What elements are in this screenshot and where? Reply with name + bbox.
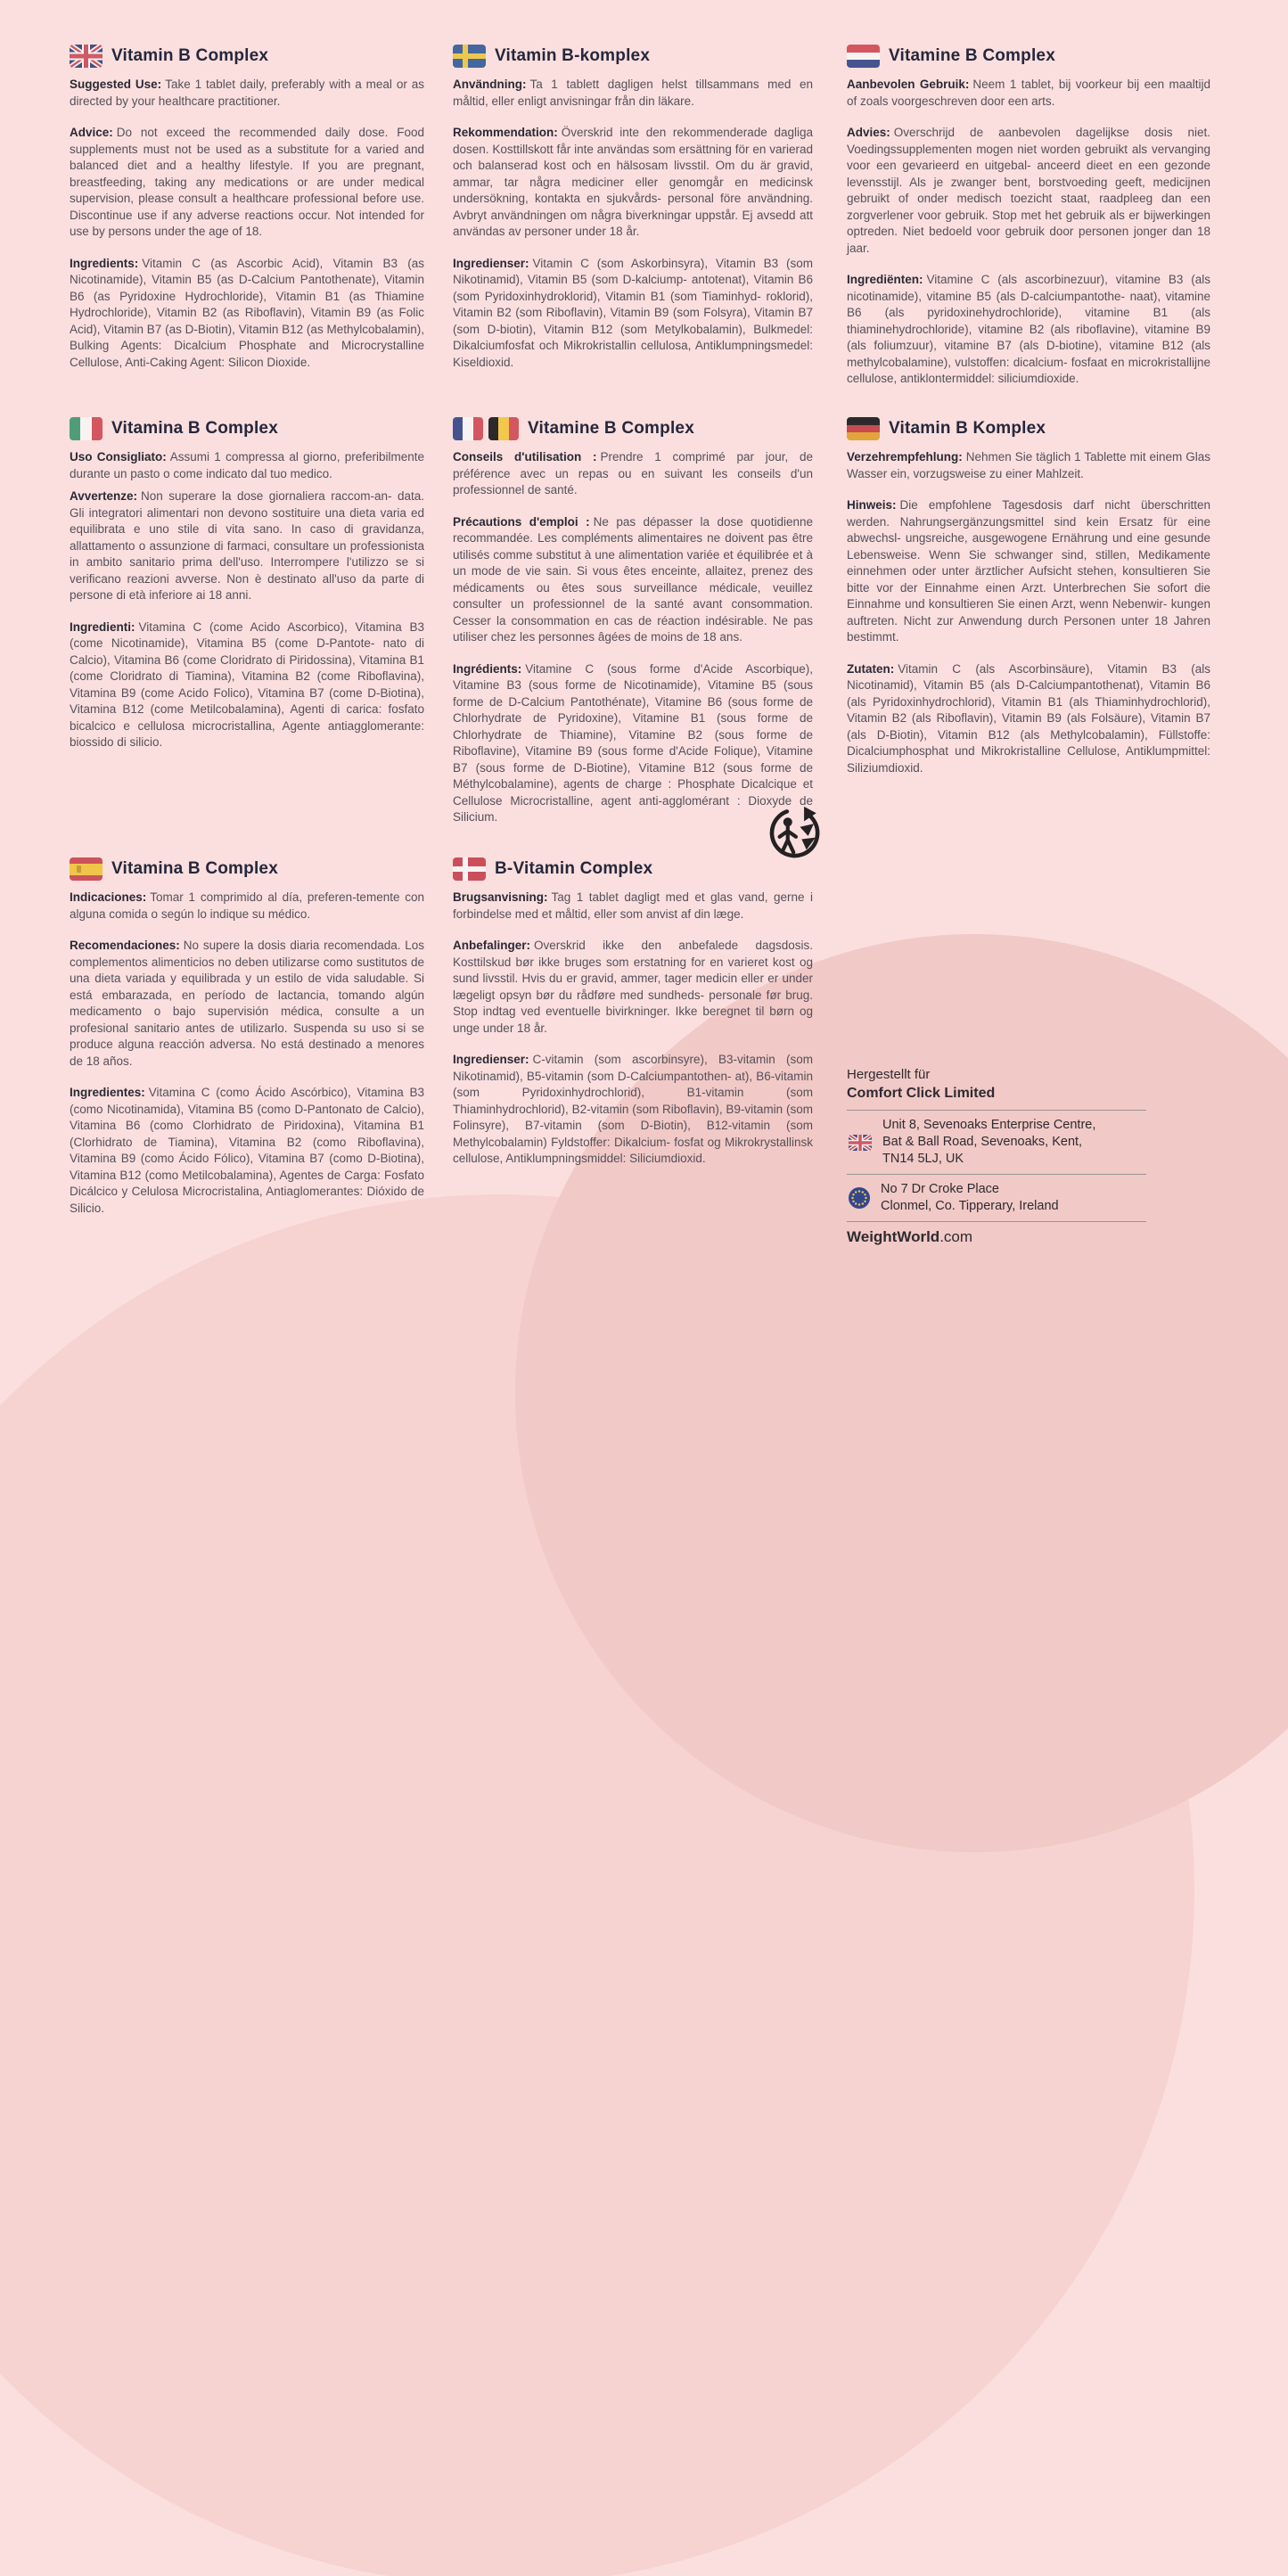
eu-address: [881, 1181, 1059, 1215]
en-suggested-use-paragraph: [70, 77, 424, 110]
it-use-paragraph: [70, 449, 424, 482]
triman-recycling-icon: [767, 806, 824, 863]
made-for-label: Hergestellt für: [847, 1067, 931, 1082]
it-ingredients-paragraph: [70, 619, 424, 751]
dk-ingredients-paragraph: [453, 1052, 813, 1168]
paragraph-label: Hinweis:: [847, 498, 897, 512]
paragraph-text: Do not exceed the recommended daily dose. Food supplements must not be used as a substitute for a varied and balanced diet and a healthy lifestyle. If you are pregnant, breastfeeding, taking any medications or are under medical supervision, please consult a healthcare professional before use. Discontinue use if any adverse reactions occur. Not intended for use by persons under the age of 18.: [70, 126, 424, 238]
paragraph-label: Ingrédients:: [453, 661, 522, 676]
paragraph-text: Prendre 1 comprimé par jour, de préférence avec un repas ou en suivant les conseils d'un professionnel de santé.: [453, 450, 813, 496]
paragraph-label: Suggested Use:: [70, 78, 162, 91]
paragraph-text: Take 1 tablet daily, preferably with a meal or as directed by your healthcare practitioner.: [70, 78, 424, 108]
se-ingredients-paragraph: [453, 256, 813, 372]
paragraph-label: Recomendaciones:: [70, 939, 180, 952]
paragraph-text: Vitamine C (sous forme d'Acide Ascorbique), Vitamine B3 (sous forme de Nicotinamide), Vitamine B5 (sous forme de D-Calcium Pantothénate), Vitamine B6 (sous forme de Chlorhydrate de Pyridoxine), Vitamine B1 (sous forme de Chlorhydrate de Thiamine), Vitamine B2 (sous forme de Riboflavine), Vitamine B9 (sous forme d'Acide Folique), Vitamine B7 (sous forme de D-Biotine), Vitamine B12 (sous forme de Méthylcobalamine), agents de charge : Phosphate Dicalcique et Cellulose Microcristalline, agent anti-agglomérant : Dioxyde de Silicium.: [453, 661, 813, 824]
se-use-paragraph: [453, 77, 813, 110]
manufacturer-company: Comfort Click Limited: [847, 1086, 996, 1101]
it-warning-paragraph: [70, 488, 424, 604]
paragraph-label: Rekommendation:: [453, 126, 558, 139]
paragraph-text: Överskrid inte den rekommenderade dagliga dosen. Kosttillskott får inte användas som ersättning för en varierad och balanserad kost och en hälsosam livsstil. Om du är gravid, ammar, tar några mediciner eller genomgår en medicinsk undersökning, kontakta en sjukvårds- personal före användning. Avbryt användningen om några biverkningar uppstår. Ej avsedd att användas av personer under 18 år.: [453, 126, 813, 238]
section-italian: [70, 417, 424, 758]
paragraph-text: Vitamin C (as Ascorbic Acid), Vitamin B3 (as Nicotinamide), Vitamin B5 (as D-Calcium Pantothenate), Vitamin B6 (as Pyridoxine Hydrochloride), Vitamin B1 (as Thiamine Hydrochloride), Vitamin B2 (as Riboflavin), Vitamin B9 (as Folic Acid), Vitamin B7 (as D-Biotin), Vitamin B12 (as Methylcobalamin), Bulking Agents: Dicalcium Phosphate and Microcrystalline Cellulose, Anti-Caking Agent: Silicon Dioxide.: [70, 256, 424, 369]
de-ingredients-paragraph: [847, 661, 1210, 777]
nl-ingredients-paragraph: [847, 272, 1210, 388]
column-right: [847, 0, 1210, 1288]
paragraph-text: Die empfohlene Tagesdosis darf nicht überschritten werden. Nahrungsergänzungsmittel sind kein Ersatz für eine abwechsl- ungsreiche, ausgewogene Ernährung und eine gesunde Lebensweise. Wenn Sie schwanger sind, stillen, Medikamente einnehmen oder unter ärztlicher Aufsicht stehen, konsultieren Sie bitte vor der Einnahme einen Arzt. Unterbrechen Sie sofort die Einnahme und konsultieren Sie einen Arzt, wenn Nebenwir- kungen auftreten. Nicht zur Anwendung durch Personen unter 18 Jahren bestimmt.: [847, 498, 1210, 644]
eu-address-row: [847, 1181, 1146, 1215]
paragraph-text: C-vitamin (som ascorbinsyre), B3-vitamin (som Nikotinamid), B5-vitamin (som D-Calciumpantothen- at), B6-vitamin (som Pyridoxinhydrochlorid), B1-vitamin (som Thiaminhydrochlorid), B2-vitamin (som Riboflavin), B9-vitamin (som Folinsyre), B7-vitamin (som D-Biotin), B12-vitamin (som Methylcobalamin) Fyldstoffer: Dikalcium- fosfat og Mikrokrystallinsk cellulose, Antiklumpningsmiddel: Siliciumdioxid.: [453, 1053, 813, 1165]
paragraph-text: Tomar 1 comprimido al día, preferen-temente con alguna comida o según lo indique su médico.: [70, 890, 424, 921]
uk-address-line: TN14 5LJ, UK: [882, 1152, 964, 1166]
fr-ingredients-paragraph: [453, 661, 813, 826]
nl-advice-paragraph: [847, 125, 1210, 257]
dk-recommendations-paragraph: [453, 938, 813, 1037]
website-brand: WeightWorld: [847, 1228, 940, 1245]
germany-flag-icon: [847, 417, 880, 440]
section-header: [453, 45, 813, 68]
paragraph-label: Verzehrempfehlung:: [847, 450, 963, 464]
sweden-flag-icon: [453, 45, 486, 68]
paragraph-label: Ingredients:: [70, 256, 139, 270]
section-title: B-Vitamin Complex: [495, 859, 653, 878]
paragraph-text: Vitamin C (als Ascorbinsäure), Vitamin B3 (als Nicotinamid), Vitamin B5 (als D-Calciumpantothenat), Vitamin B6 (als Pyridoxinhydrochlorid), Vitamin B1 (als Thiaminhydrochlorid), Vitamin B2 (als Riboflavin), Vitamin B9 (als Folsäure), Vitamin B7 (als D-Biotin), Vitamin B12 (als Methylcobalamin), Füllstoffe: Dicalciumphosphat und Mikrokristalline Cellulose, Antiklumpmittel: Siliziumdioxid.: [847, 661, 1210, 775]
en-advice-paragraph: [70, 125, 424, 241]
en-ingredients-paragraph: [70, 256, 424, 372]
section-title: Vitamina B Complex: [111, 859, 278, 878]
denmark-flag-icon: [453, 857, 486, 881]
section-english: [70, 45, 424, 386]
paragraph-label: Ingredienti:: [70, 619, 135, 634]
italy-flag-icon: [70, 417, 103, 440]
paragraph-label: Indicaciones:: [70, 890, 147, 904]
uk-address-row: [847, 1117, 1146, 1168]
nl-use-paragraph: [847, 77, 1210, 110]
fr-usage-paragraph: [453, 449, 813, 499]
paragraph-text: Neem 1 tablet, bij voorkeur bij een maaltijd of zoals voorgeschreven door een arts.: [847, 78, 1210, 108]
section-french: [453, 417, 813, 841]
fr-precautions-paragraph: [453, 514, 813, 646]
paragraph-text: Overschrijd de aanbevolen dagelijkse dosis niet. Voedingssupplementen mogen niet worden gebruikt als vervanging voor een gevarieerd en uitgebal- anceerd dieet en een gezonde levensstijl. Als je zwanger bent, borstvoeding geeft, medicijnen gebruikt of onder medisch toezicht staat, raadpleeg dan een zorgverlener voor gebruik. Stop met het gebruik als er bijwerkingen optreden. Niet bedoeld voor gebruik door personen jonger dan 18 jaar.: [847, 126, 1210, 255]
divider: [847, 1221, 1146, 1222]
paragraph-label: Advies:: [847, 126, 890, 139]
paragraph-label: Ingrediënten:: [847, 273, 923, 286]
section-title: Vitamin B-komplex: [495, 46, 651, 65]
paragraph-text: No supere la dosis diaria recomendada. Los complementos alimenticios no deben utilizarse como sustitutos de una dieta variada y equilibrada y un estilo de vida saludable. Si está embarazada, en período de lactancia, tomando algún medicamento o bajo supervisión médica, consulte a un profesional sanitario antes de utilizarlo. Suspenda su uso si se produce alguna reacción adversa. No está destinado a menores de 18 años.: [70, 939, 424, 1068]
section-header: [70, 857, 424, 881]
dk-usage-paragraph: [453, 890, 813, 923]
section-header: [847, 417, 1210, 440]
divider: [847, 1110, 1146, 1111]
de-dosage-paragraph: [847, 449, 1210, 482]
paragraph-text: Tag 1 tablet dagligt med et glas vand, gerne i forbindelse med et måltid, eller som anvist af din læge.: [453, 890, 813, 921]
paragraph-text: Ta 1 tablett dagligen helst tillsammans med en måltid, eller enligt anvisningar från din läkare.: [453, 78, 813, 108]
eu-flag-icon: [849, 1187, 870, 1209]
spain-emblem: [77, 866, 81, 873]
website-tld: .com: [939, 1228, 973, 1245]
paragraph-label: Ingredienser:: [453, 256, 529, 270]
paragraph-label: Brugsanvisning:: [453, 890, 548, 904]
column-middle: [453, 0, 813, 1288]
paragraph-label: Ingredienser:: [453, 1053, 529, 1066]
uk-flag-icon: [70, 45, 103, 68]
section-danish: [453, 857, 813, 1183]
section-dutch: [847, 45, 1210, 403]
section-german: [847, 417, 1210, 792]
paragraph-label: Advice:: [70, 126, 113, 139]
paragraph-label: Précautions d'emploi :: [453, 514, 590, 529]
es-indications-paragraph: [70, 890, 424, 923]
divider: [847, 1174, 1146, 1175]
paragraph-text: Vitamin C (som Askorbinsyra), Vitamin B3 (som Nikotinamid), Vitamin B5 (som D-kalciump- antotenat), Vitamin B6 (som Pyridoxinhydroklorid), Vitamin B1 (som Tiaminhyd- roklorid), Vitamin B2 (som Riboflavin), Vitamin B9 (som Folsyra), Vitamin B7 (som D-biotin), Vitamin B12 (som Metylkobalamin), Bulkmedel: Dikalciumfosfat och Mikrokristallin cellulosa, Antiklumpningsmedel: Kiseldioxid.: [453, 256, 813, 369]
paragraph-label: Uso Consigliato:: [70, 450, 167, 464]
paragraph-label: Conseils d'utilisation :: [453, 450, 597, 464]
section-header: [847, 45, 1210, 68]
spain-flag-icon: [70, 857, 103, 881]
section-header: [70, 417, 424, 440]
paragraph-text: Vitamine C (als ascorbinezuur), vitamine B3 (als nicotinamide), vitamine B5 (als D-calciumpantothe- naat), vitamine B6 (als pyridoxinehydrochloride), vitamine B1 (als thiaminehydrochloride), vitamine B2 (als riboflavine), vitamine B9 (als foliumzuur), vitamine B7 (als D-biotine), vitamine B12 (als methylcobalamine), vulstoffen: dicalcium- fosfaat en microkristallijne cellulose, antiklontermiddel: siliciumdioxide.: [847, 273, 1210, 385]
paragraph-text: Overskrid ikke den anbefalede dagsdosis. Kosttilskud bør ikke bruges som erstatning for en varieret kost og sund livsstil. Hvis du er gravid, ammer, tager medicin eller er under lægeligt opsyn bør du rådføre med sundheds- personale før brug. Stop indtag ved eventuelle bivirkninger. Ikke beregnet til børn og unge under 18 år.: [453, 939, 813, 1035]
section-header: [453, 417, 813, 440]
uk-address-line: Bat & Ball Road, Sevenoaks, Kent,: [882, 1135, 1083, 1149]
es-ingredients-paragraph: [70, 1085, 424, 1217]
france-flag-icon: [453, 417, 483, 440]
paragraph-label: Användning:: [453, 78, 527, 91]
manufacturer-block: [847, 1066, 1146, 1246]
paragraph-label: Aanbevolen Gebruik:: [847, 78, 970, 91]
section-title: Vitamine B Complex: [528, 419, 694, 438]
paragraph-label: Avvertenze:: [70, 489, 138, 503]
paragraph-text: Non superare la dose giornaliera raccom-an- data. Gli integratori alimentari non devono sostituire una dieta varia ed equilibrata e uno stile di vita sano. In caso di gravidanza, allattamento o assunzione di farmaci, consultare un professionista in ambito sanitario prima dell'uso. Interrompere l'utilizzo se si verificano reazioni avverse. Non è destinato all'uso da parte di persone di età inferiore ai 18 anni.: [70, 489, 424, 602]
netherlands-flag-icon: [847, 45, 880, 68]
section-title: Vitamine B Complex: [889, 46, 1055, 65]
es-recommendations-paragraph: [70, 938, 424, 1070]
paragraph-text: Nehmen Sie täglich 1 Tablette mit einem Glas Wasser ein, vorzugsweise zu einer Mahlzeit.: [847, 450, 1210, 480]
section-spanish: [70, 857, 424, 1232]
paragraph-text: Vitamina C (como Ácido Ascórbico), Vitamina B3 (como Nicotinamida), Vitamina B5 (como D-Pantonato de Calcio), Vitamina B6 (como Clorhidrato de Piridoxina), Vitamina B1 (Clorhidrato de Tiamina), Vitamina B2 (como Riboflavina), Vitamina B9 (como Ácido Fólico), Vitamina B7 (como D-Biotina), Vitamina B12 (como Metilcobalamina), Agentes de Carga: Fosfato Dicálcico y Celulosa Microcristalina, Antiaglomerantes: Dióxido de Silicio.: [70, 1086, 424, 1215]
se-recommendation-paragraph: [453, 125, 813, 241]
section-title: Vitamina B Complex: [111, 419, 278, 438]
paragraph-label: Anbefalinger:: [453, 939, 531, 952]
france-belgium-flags: [453, 417, 519, 440]
paragraph-label: Ingredientes:: [70, 1086, 145, 1099]
uk-address-line: Unit 8, Sevenoaks Enterprise Centre,: [882, 1118, 1096, 1132]
paragraph-text: Ne pas dépasser la dose quotidienne recommandée. Les compléments alimentaires ne doivent pas être utilisés comme substitut à une alimentation variée et équilibrée et à un mode de vie sain. Si vous êtes enceinte, allaitez, prenez des médicaments ou êtes sous surveillance médicale, veuillez consulter un professionnel de la santé avant consommation. Cesser la consommation en cas de réaction indésirable. Ne pas utiliser chez les personnes âgées de moins de 18 ans.: [453, 514, 813, 644]
uk-address: [882, 1117, 1095, 1168]
section-header: [70, 45, 424, 68]
section-title: Vitamin B Komplex: [889, 419, 1046, 438]
website: [847, 1228, 1146, 1246]
eu-address-line: Clonmel, Co. Tipperary, Ireland: [881, 1199, 1059, 1213]
paragraph-text: Assumi 1 compressa al giorno, preferibilmente durante un pasto o come indicato dal tuo medico.: [70, 450, 425, 480]
section-swedish: [453, 45, 813, 386]
uk-flag-icon: [849, 1135, 872, 1151]
section-header: [453, 857, 813, 881]
section-title: Vitamin B Complex: [111, 46, 269, 65]
paragraph-label: Zutaten:: [847, 661, 895, 676]
paragraph-text: Vitamina C (come Acido Ascorbico), Vitamina B3 (come Nicotinamide), Vitamina B5 (come D-Pantote- nato di Calcio), Vitamina B6 (come Cloridrato di Piridossina), Vitamina B1 (come Cloridrato di Tiamina), Vitamina B2 (come Riboflavina), Vitamina B9 (come Acido Folico), Vitamina B7 (come D-Biotina), Vitamina B12 (come Metilcobalamina), Agenti di carica: fosfato bicalcico e cellulosa microcristallina, Agente antiagglomerante: biossido di silicio.: [70, 619, 424, 749]
belgium-flag-icon: [488, 417, 519, 440]
column-left: [70, 0, 424, 1288]
de-notice-paragraph: [847, 497, 1210, 646]
eu-address-line: No 7 Dr Croke Place: [881, 1182, 999, 1196]
